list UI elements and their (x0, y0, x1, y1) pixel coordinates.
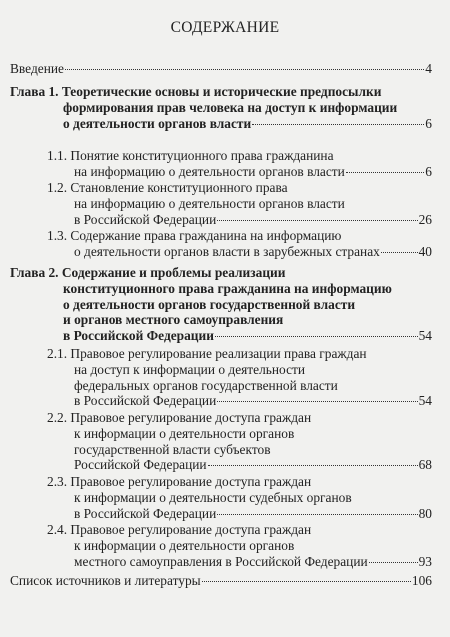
toc-entry-title-line: 2.1. Правовое регулирование реализации права граждан (47, 346, 367, 361)
toc-entry-title-line: 2.3. Правовое регулирование доступа граждан (47, 474, 312, 489)
toc-entry-section-2-1 (0, 346, 450, 409)
toc-entry-title-line: в Российской Федерации (63, 328, 214, 344)
toc-entry-title-line: 1.1. Понятие конституционного права гражданина (47, 148, 334, 163)
toc-entry-title-line: на информацию о деятельности органов власти (74, 163, 345, 179)
toc-page-number: 93 (418, 553, 432, 569)
leader-dots (65, 69, 424, 70)
toc-entry-title-line: о деятельности органов власти (63, 115, 252, 131)
leader-dots (217, 401, 417, 402)
toc-entry-title: Введение (10, 61, 64, 76)
toc-entry-title-line: государственной власти субъектов (74, 441, 271, 457)
toc-entry-section-1-3 (0, 228, 450, 260)
toc-entry-introduction (0, 61, 450, 77)
leader-dots (208, 465, 418, 466)
toc-page-number: 80 (418, 505, 432, 521)
toc-entry-section-2-2 (0, 410, 450, 473)
toc-entry-title-line: к информации о деятельности органов (74, 425, 295, 441)
toc-entry-section-2-4 (0, 522, 450, 569)
toc-entry-title-line: о деятельности органов государственной власти (63, 296, 356, 312)
toc-entry-title-line: формирования прав человека на доступ к информации (63, 99, 398, 115)
toc-entry-title-line: 2.2. Правовое регулирование доступа граждан (47, 410, 312, 425)
leader-dots (217, 220, 417, 221)
toc-page-number: 4 (425, 61, 432, 76)
page-title: СОДЕРЖАНИЕ (170, 19, 280, 36)
toc-entry-title-line: 1.2. Становление конституционного права (47, 180, 288, 195)
toc-entry-title-line: Глава 1. Теоретические основы и исторические предпосылки (10, 84, 382, 99)
leader-dots (369, 562, 418, 563)
toc-entry-title-line: Российской Федерации (74, 457, 207, 473)
toc-entry-title-line: федеральных органов государственной власти (74, 377, 338, 393)
toc-entry-title-line: на доступ к информации о деятельности (74, 361, 306, 377)
leader-dots (252, 124, 424, 125)
toc-entry-title-line: местного самоуправления в Российской Федерации (74, 553, 368, 569)
leader-dots (381, 252, 418, 253)
toc-page-number: 106 (411, 573, 432, 588)
leader-dots (217, 514, 417, 515)
toc-entry-title-line: и органов местного самоуправления (63, 312, 284, 328)
toc-entry-title-line: 2.4. Правовое регулирование доступа граждан (47, 522, 312, 537)
toc-page-number: 6 (425, 115, 432, 131)
toc-page-number: 68 (418, 457, 432, 473)
toc-page-number: 6 (425, 163, 432, 179)
leader-dots (215, 336, 418, 337)
toc-entry-title-line: о деятельности органов власти в зарубежных странах (74, 243, 380, 259)
toc-entry-title-line: к информации о деятельности органов (74, 537, 295, 553)
toc-page-number: 26 (418, 211, 432, 227)
leader-dots (346, 172, 424, 173)
toc-entry-title-line: в Российской Федерации (74, 505, 217, 521)
toc-entry-section-1-2 (0, 180, 450, 227)
toc-entry-title-line: на информацию о деятельности органов власти (74, 195, 345, 211)
leader-dots (202, 581, 411, 582)
toc-entry-chapter-1 (0, 84, 450, 131)
toc-entry-title-line: в Российской Федерации (74, 211, 217, 227)
toc-entry-section-2-3 (0, 474, 450, 521)
toc-entry-section-1-1 (0, 148, 450, 180)
toc-entry-bibliography (0, 573, 450, 589)
toc-entry-title-line: Глава 2. Содержание и проблемы реализации (10, 265, 286, 280)
toc-entry-title: Список источников и литературы (10, 573, 201, 588)
toc-page-number: 40 (418, 243, 432, 259)
toc-entry-title-line: в Российской Федерации (74, 393, 217, 409)
toc-entry-title-line: к информации о деятельности судебных органов (74, 489, 352, 505)
toc-page-number: 54 (418, 393, 432, 409)
toc-entry-chapter-2 (0, 265, 450, 344)
toc-entry-title-line: 1.3. Содержание права гражданина на информацию (47, 228, 342, 243)
toc-page-number: 54 (418, 328, 432, 344)
toc-entry-title-line: конституционного права гражданина на информацию (63, 280, 392, 296)
